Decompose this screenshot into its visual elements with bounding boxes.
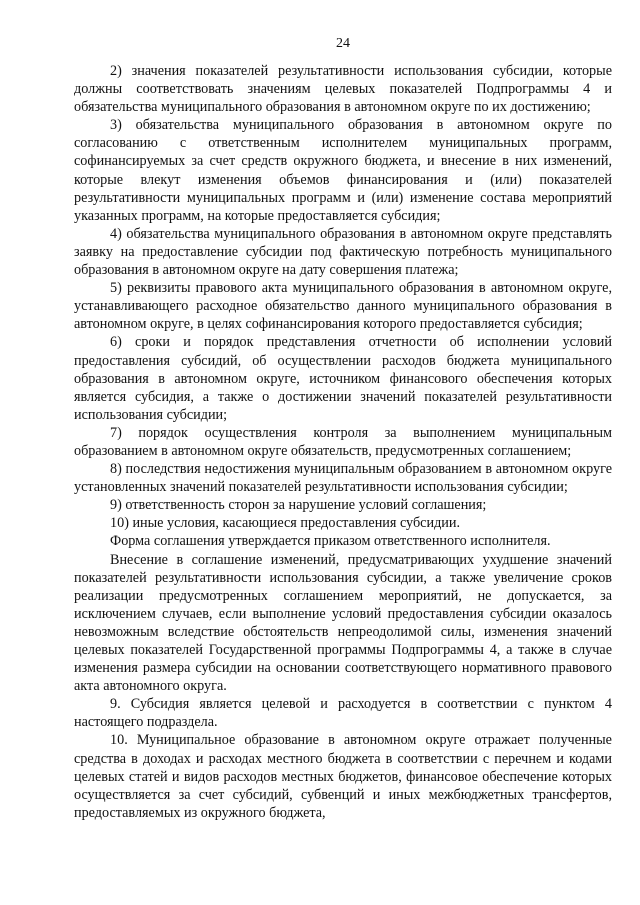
paragraph-item-9: 9) ответственность сторон за нарушение условий соглашения; xyxy=(110,497,487,514)
paragraph-item-6: 6) сроки и порядок представления отчетности об исполнении условий предоставления субсидий, об осуществлении расходов бюджета муниципального образования в автономном округе, источником финансового обеспечения которых является субсидия, а также о достижении значений показателей результативности использования субсидии; xyxy=(74,334,612,423)
agreement-changes-paragraph: Внесение в соглашение изменений, предусматривающих ухудшение значений показателей результативности использования субсидии, а также увеличение сроков реализации предусмотренных соглашением мероприятий, не допускается, за исключением случаев, если выполнение условий предоставления субсидии оказалось невозможным вследствие обстоятельств непреодолимой силы, изменения значений целевых показателей Государственной программы Подпрограммы 4, а также в случае изменения размера субсидии на основании соответствующего нормативного правового акта автономного округа. xyxy=(74,551,612,695)
clause-9-paragraph: 9. Субсидия является целевой и расходуется в соответствии с пунктом 4 настоящего подраздела. xyxy=(74,696,612,731)
agreement-form-paragraph: Форма соглашения утверждается приказом ответственного исполнителя. xyxy=(110,533,551,550)
paragraph-item-2: 2) значения показателей результативности использования субсидии, которые должны соответствовать значениям целевых показателей Подпрограммы 4 и обязательства муниципального образования в автономном округе по их достижению; xyxy=(74,63,612,116)
clause-10-paragraph: 10. Муниципальное образование в автономном округе отражает полученные средства в доходах и расходах местного бюджета в соответствии с перечнем и кодами целевых статей и видов расходов местных бюджетов, финансовое обеспечение которых осуществляется за счет субсидий, субвенций и иных межбюджетных трансфертов, предоставляемых из окружного бюджета, xyxy=(74,732,612,821)
page-number: 24 xyxy=(336,36,350,51)
paragraph-item-5: 5) реквизиты правового акта муниципального образования в автономном округе, устанавливающего расходное обязательство данного муниципального образования в автономном округе, в целях софинансирования которого предоставляется субсидия; xyxy=(74,280,612,333)
paragraph-item-7: 7) порядок осуществления контроля за выполнением муниципальным образованием в автономном округе обязательств, предусмотренных соглашением; xyxy=(74,424,612,459)
paragraph-item-4: 4) обязательства муниципального образования в автономном округе представлять заявку на предоставление субсидии под фактическую потребность муниципального образования в автономном округе на дату совершения платежа; xyxy=(74,225,612,279)
paragraph-item-10: 10) иные условия, касающиеся предоставления субсидии. xyxy=(110,515,461,532)
paragraph-item-8: 8) последствия недостижения муниципальным образованием в автономном округе установленных значений показателей результативности использования субсидии; xyxy=(74,461,612,496)
paragraph-item-3: 3) обязательства муниципального образования в автономном округе по согласованию с ответственным исполнителем муниципальных программ, софинансируемых за счет средств окружного бюджета, и внесение в них изменений, которые влекут изменения объемов финансирования и (или) показателей результативности муниципальных программ и (или) изменение состава мероприятий указанных программ, на которые предоставляется субсидия; xyxy=(74,117,612,224)
